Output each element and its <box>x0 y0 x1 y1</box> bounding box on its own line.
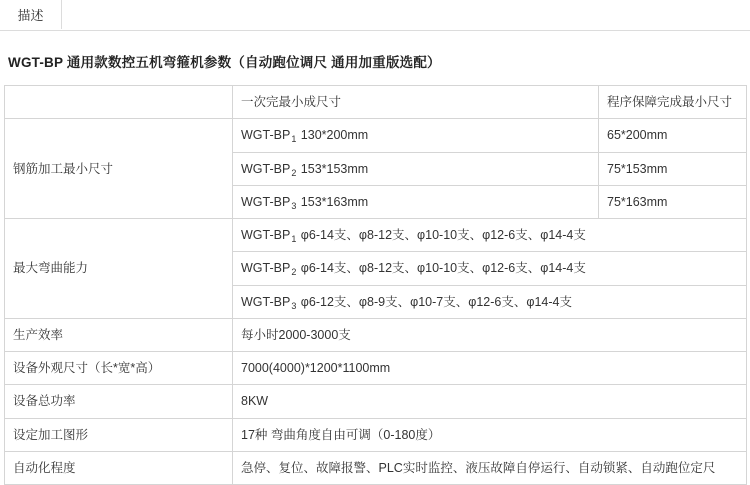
model-prefix: WGT-BP <box>241 194 291 209</box>
cell-model-size <box>233 152 599 185</box>
cell-model-size <box>233 119 599 152</box>
cell-program-size: 75*153mm <box>599 152 747 185</box>
table-row <box>5 385 747 418</box>
page-title: WGT-BP 通用款数控五机弯箍机参数（自动跑位调尺 通用加重版选配） <box>8 55 441 70</box>
cell-model-size <box>233 185 599 218</box>
bending-capacity-value: φ6-14支、φ8-12支、φ10-10支、φ12-6支、φ14-4支 <box>297 228 586 242</box>
tab-description[interactable] <box>0 0 62 29</box>
model-prefix: WGT-BP <box>241 161 291 176</box>
table-row <box>5 119 747 152</box>
table-row <box>5 318 747 351</box>
tab-description-label: 描述 <box>17 8 44 23</box>
row-value-production-efficiency: 每小时2000-3000支 <box>233 318 747 351</box>
model-prefix: WGT-BP <box>241 261 291 276</box>
model-subscript: 1 <box>291 234 297 244</box>
row-label-max-bending-capacity: 最大弯曲能力 <box>5 219 233 319</box>
table-header-program-min-size: 程序保障完成最小尺寸 <box>599 86 747 119</box>
model-subscript: 2 <box>291 167 297 178</box>
table-row <box>5 219 747 252</box>
model-size-value: 130*200mm <box>297 128 369 143</box>
cell-bending-capacity <box>233 219 747 252</box>
model-subscript: 1 <box>291 134 297 145</box>
row-label-dimensions: 设备外观尺寸（长*宽*高） <box>5 352 233 385</box>
table-row <box>5 451 747 484</box>
row-label-shapes: 设定加工图形 <box>5 418 233 451</box>
table-header-blank <box>5 86 233 119</box>
row-value-dimensions: 7000(4000)*1200*1100mm <box>233 352 747 385</box>
cell-bending-capacity <box>233 252 747 285</box>
cell-program-size: 65*200mm <box>599 119 747 152</box>
model-prefix: WGT-BP <box>241 128 291 143</box>
model-subscript: 2 <box>291 267 297 278</box>
row-value-automation: 急停、复位、故障报警、PLC实时监控、液压故障自停运行、自动锁紧、自动跑位定尺 <box>233 451 747 484</box>
table-row <box>5 352 747 385</box>
table-row <box>5 418 747 451</box>
model-prefix: WGT-BP <box>241 294 291 309</box>
cell-program-size: 75*163mm <box>599 185 747 218</box>
model-prefix: WGT-BP <box>241 228 291 242</box>
row-label-min-processing-size: 钢筋加工最小尺寸 <box>5 119 233 219</box>
model-size-value: 153*153mm <box>297 161 369 176</box>
row-label-production-efficiency: 生产效率 <box>5 318 233 351</box>
specification-table <box>4 85 747 485</box>
tab-bar <box>0 0 750 31</box>
row-value-total-power: 8KW <box>233 385 747 418</box>
model-subscript: 3 <box>291 200 297 211</box>
table-header-row <box>5 86 747 119</box>
table-header-once-min-size: 一次完最小成尺寸 <box>233 86 599 119</box>
bending-capacity-value: φ6-14支、φ8-12支、φ10-10支、φ12-6支、φ14-4支 <box>297 261 586 276</box>
bending-capacity-value: φ6-12支、φ8-9支、φ10-7支、φ12-6支、φ14-4支 <box>297 294 572 309</box>
row-label-automation: 自动化程度 <box>5 451 233 484</box>
model-size-value: 153*163mm <box>297 194 369 209</box>
row-value-shapes: 17种 弯曲角度自由可调（0-180度） <box>233 418 747 451</box>
row-label-total-power: 设备总功率 <box>5 385 233 418</box>
model-subscript: 3 <box>291 300 297 311</box>
cell-bending-capacity <box>233 285 747 318</box>
